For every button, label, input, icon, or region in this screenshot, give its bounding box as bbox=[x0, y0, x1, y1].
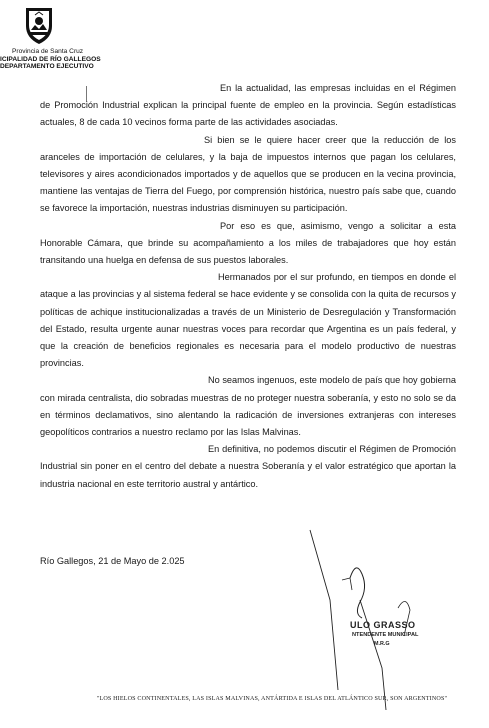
municipality-name: ICIPALIDAD DE RÍO GALLEGOS bbox=[0, 55, 101, 63]
footer-motto: "LOS HIELOS CONTINENTALES, LAS ISLAS MALVINAS, ANTÁRTIDA E ISLAS DEL ATLÁNTICO SUR, SON ARGENTINOS" bbox=[96, 696, 448, 702]
stamp-initials: M.R.G bbox=[374, 641, 390, 647]
province-name: Provincia de Santa Cruz bbox=[12, 48, 84, 55]
organization-block bbox=[0, 48, 120, 71]
body-paragraph: No seamos ingenuos, este modelo de país que hoy gobierna con mirada centralista, dio sobradas muestras de no proteger nuestra soberanía, y esto no solo se da en términos declamativos, sino alentando la radicación de inversiones extranjeras con intereses geopolíticos contrarios a nuestro reclamo por las Islas Malvinas. bbox=[40, 375, 456, 438]
date-line: Río Gallegos, 21 de Mayo de 2.025 bbox=[40, 556, 185, 566]
stamp-name: ULO GRASSO bbox=[350, 620, 416, 630]
body-paragraph: Si bien se le quiere hacer creer que la reducción de los aranceles de importación de celulares, y la baja de impuestos internos que pagan los celulares, televisores y aires acondicionados importados y de aquellos que se producen en la vecina provincia, mantiene las ventajas de Tierra del Fuego, por comprensión histórica, nuestro país sabe que, cuando se favorece la importación, nuestras industrias disminuyen su participación. bbox=[40, 134, 456, 214]
body-paragraph: Hermanados por el sur profundo, en tiempos en donde el ataque a las provincias y al sistema federal se hace evidente y se consolida con la quita de recursos y políticas de achique institucionalizadas a través de un Ministerio de Desregulación y Transformación del Estado, resulta urgente aunar nuestras voces para recordar que Argentina es un país federal, y que la creación de beneficios regionales es necesaria para el modelo productivo de nuestras provincias. bbox=[40, 272, 456, 369]
body-paragraph: Por eso es que, asimismo, vengo a solicitar a esta Honorable Cámara, que brinde su acompañamiento a los miles de trabajadores que hoy están transitando una huelga en defensa de sus puestos laborales. bbox=[40, 220, 456, 266]
body-paragraph: En la actualidad, las empresas incluidas en el Régimen de Promoción Industrial explican la principal fuente de empleo en la provincia. Según estadísticas actuales, 8 de cada 10 vecinos forma parte de las actividades asociadas. bbox=[40, 83, 456, 128]
department-name: DEPARTAMENTO EJECUTIVO bbox=[0, 63, 94, 71]
letter-body bbox=[40, 80, 456, 493]
municipal-seal-logo bbox=[24, 4, 54, 46]
stamp-role: NTENDENTE MUNICIPAL bbox=[352, 632, 419, 638]
handwritten-signature bbox=[290, 490, 470, 720]
body-paragraph: En definitiva, no podemos discutir el Régimen de Promoción Industrial sin poner en el centro del debate a nuestra Soberanía y el valor estratégico que aportan la industria nacional en este territorio austral y antártico. bbox=[40, 444, 456, 489]
